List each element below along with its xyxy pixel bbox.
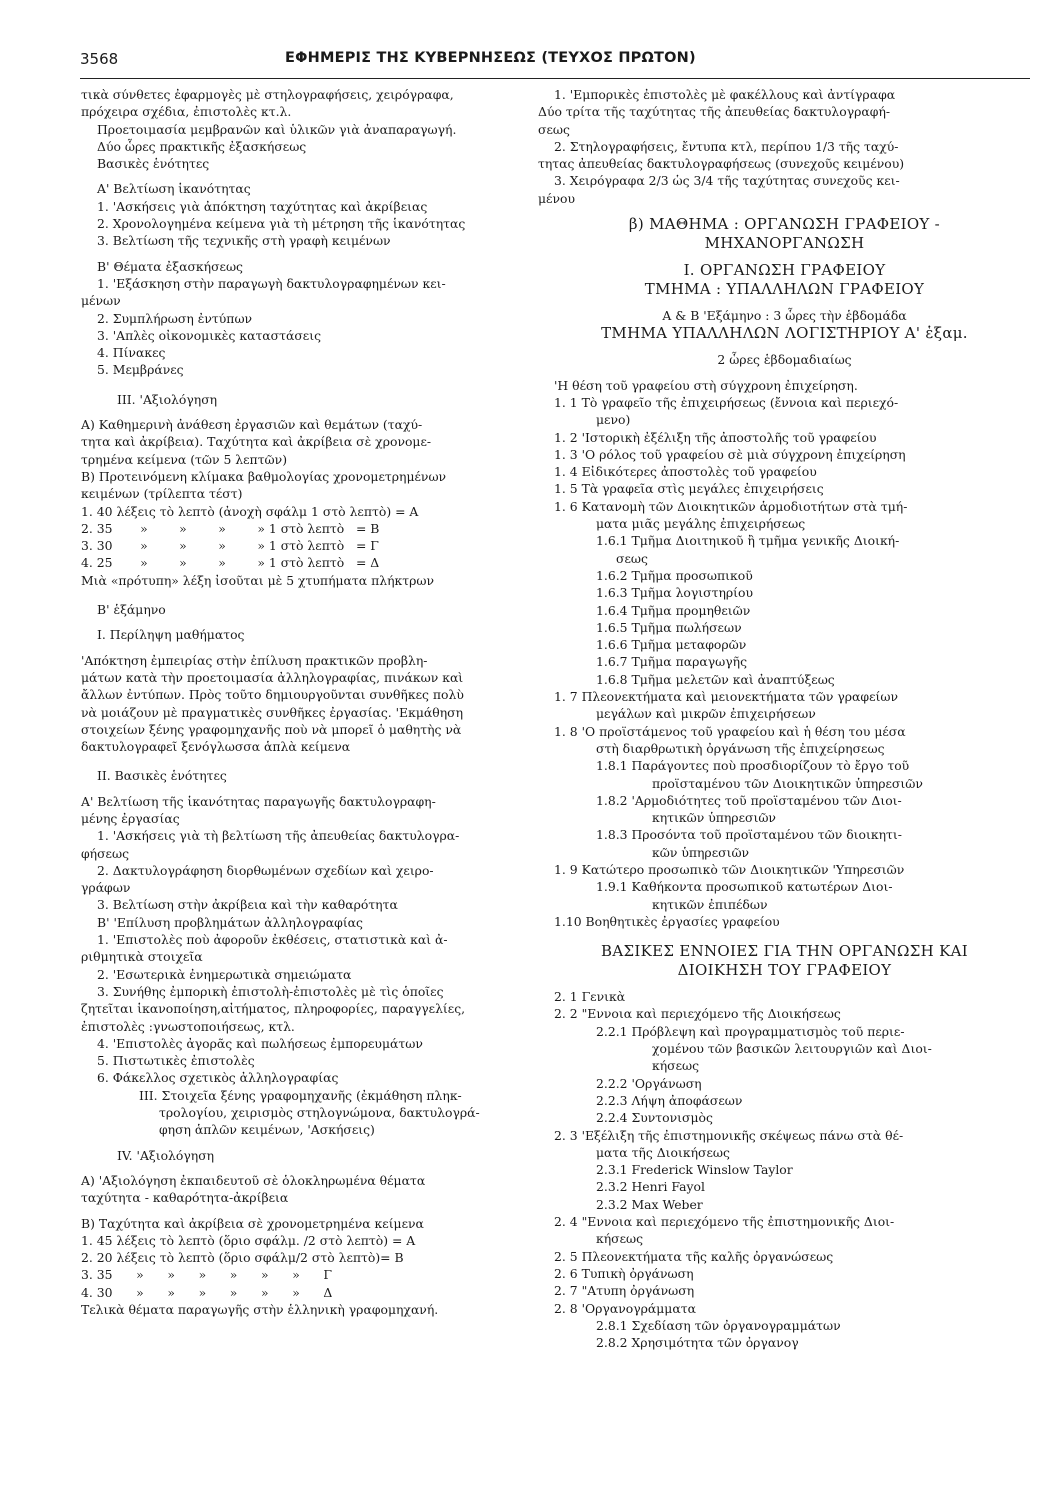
text-line: ζητεῖται ἱκανοποίηση,αἰτήματος, πληροφορίες, παραγγελίες, <box>81 1001 466 1017</box>
list-item: 1. 7 Πλεονεκτήματα καὶ μειονεκτήματα τῶν γραφείων <box>554 689 899 705</box>
list-item: 3. 'Απλὲς οἰκονομικὲς καταστάσεις <box>97 327 322 343</box>
text-line: ματα μιᾶς μεγάλης ἐπιχειρήσεως <box>596 516 806 532</box>
text-line: φήσεως <box>81 845 130 861</box>
section-heading: ΙΙΙ. 'Αξιολόγηση <box>117 391 218 407</box>
text-line: μάτων κατὰ τὴν προετοιμασία ἀλληλογραφίας, πινάκων καὶ <box>81 669 464 685</box>
text-line: Τελικὰ θέματα παραγωγῆς στὴν ἑλληνικὴ γραφομηχανή. <box>81 1302 439 1317</box>
text-line: μεγάλων καὶ μικρῶν ἐπιχειρήσεων <box>596 706 816 722</box>
text-line: Μιὰ «πρότυπη» λέξη ἰσοῦται μὲ 5 χτυπήματα πλήκτρων <box>81 572 435 588</box>
list-item: 2.8.2 Χρησιμότητα τῶν ὀργανογ <box>596 1335 799 1351</box>
list-item: 2.3.2 Henri Fayol <box>596 1179 705 1195</box>
list-item: 4. 'Επιστολὲς ἀγορᾶς καὶ πωλήσεως ἐμπορευμάτων <box>97 1035 423 1051</box>
text-line: Α) Καθημερινὴ ἀνάθεση ἐργασιῶν καὶ θεμάτων (ταχύ- <box>81 417 423 433</box>
list-item: 1.6.2 Τμῆμα προσωπικοῦ <box>596 567 753 583</box>
list-item: 3. Βελτίωση τῆς τεχνικῆς στὴ γραφὴ κειμένων <box>97 233 391 249</box>
course-heading: β) ΜΑΘΗΜΑ : ΟΡΓΑΝΩΣΗ ΓΡΑΦΕΙΟΥ - <box>628 215 941 234</box>
text-line: νὰ μοιάζουν μὲ πραγματικὲς συνθῆκες ἐργασίας. 'Εκμάθηση <box>81 704 464 720</box>
list-item: 2. 4 "Εννοια καὶ περιεχόμενο τῆς ἐπιστημονικῆς Διοι- <box>554 1214 895 1230</box>
list-item: 2.2.3 Λήψη ἀποφάσεων <box>596 1092 743 1108</box>
list-item: 1. 1 Τὸ γραφεῖο τῆς ἐπιχειρήσεως (ἔννοια καὶ περιεχό- <box>554 394 899 410</box>
section-heading: Α' Βελτίωση ἱκανότητας <box>97 181 251 197</box>
grade-row: 1. 45 λέξεις τὸ λεπτὸ (ὅριο σφάλμ. /2 στὸ λεπτὸ) = Α <box>81 1232 416 1248</box>
text-line: κήσεως <box>652 1058 700 1074</box>
text-line: ἐπιστολὲς :γνωστοποιήσεως, κτλ. <box>81 1018 295 1034</box>
right-column <box>538 86 1031 1351</box>
list-item: 1.6.5 Τμῆμα πωλήσεων <box>596 619 742 635</box>
text-line: 'Απόκτηση ἐμπειρίας στὴν ἐπίλυση πρακτικῶν προβλη- <box>81 652 428 668</box>
list-item: 4. Πίνακες <box>97 345 166 361</box>
list-item: 1.6.8 Τμῆμα μελετῶν καὶ ἀναπτύξεως <box>596 671 835 687</box>
list-item: 2. 'Εσωτερικὰ ἐνημερωτικὰ σημειώματα <box>97 966 352 982</box>
list-item: 1.10 Βοηθητικὲς ἐργασίες γραφείου <box>554 913 780 929</box>
text-line: σεως <box>538 121 570 137</box>
list-item: 1. 4 Εἰδικότερες ἀποστολὲς τοῦ γραφείου <box>554 464 817 480</box>
list-item: 6. Φάκελλος σχετικὸς ἀλληλογραφίας <box>97 1070 339 1086</box>
header-rule <box>80 78 1030 79</box>
text-line: γράφων <box>81 880 131 896</box>
text-line: τρολογίου, χειρισμὸς στηλογνώμονα, δακτυλογρά- <box>159 1105 480 1121</box>
grade-row: 3. 30 » » » » 1 στὸ λεπτὸ = Γ <box>81 538 379 554</box>
list-item: 1. 5 Τὰ γραφεῖα στὶς μεγάλες ἐπιχειρήσεις <box>554 481 824 497</box>
text-line: Α' Βελτίωση τῆς ἱκανότητας παραγωγῆς δακτυλογραφη- <box>81 793 436 809</box>
grade-row: 1. 40 λέξεις τὸ λεπτὸ (ἀνοχὴ σφάλμ 1 στὸ λεπτὸ) = Α <box>81 503 419 519</box>
list-item: 5. Πιστωτικὲς ἐπιστολὲς <box>97 1053 255 1069</box>
section-heading: ΒΑΣΙΚΕΣ ΕΝΝΟΙΕΣ ΓΙΑ ΤΗΝ ΟΡΓΑΝΩΣΗ ΚΑΙ <box>601 942 968 961</box>
section-heading: ΙΙ. Βασικὲς ἑνότητες <box>97 768 227 784</box>
list-item: 2.8.1 Σχεδίαση τῶν ὀργανογραμμάτων <box>596 1317 841 1333</box>
list-item: 2. Συμπλήρωση ἐντύπων <box>97 310 253 326</box>
schedule-line: 2 ὧρες ἑβδομαδιαίως <box>717 352 852 368</box>
text-line: μένων <box>81 293 121 309</box>
text-line: μένης ἐργασίας <box>81 810 180 826</box>
section-heading: ΙΙΙ. Στοιχεῖα ξένης γραφομηχανῆς (ἐκμάθηση πληκ- <box>139 1087 462 1103</box>
schedule-line: Α & Β 'Εξάμηνο : 3 ὧρες τὴν ἑβδομάδα <box>662 308 907 324</box>
list-item: 2.3.2 Max Weber <box>596 1196 703 1212</box>
list-item: 1.8.3 Προσόντα τοῦ προϊσταμένου τῶν διοικητι- <box>596 827 902 843</box>
grade-row: 3. 35 » » » » » » Γ <box>81 1267 333 1283</box>
list-item: 1. 9 Κατώτερο προσωπικὸ τῶν Διοικητικῶν 'Υπηρεσιῶν <box>554 861 905 877</box>
text-line: Δύο ὧρες πρακτικῆς ἐξασκήσεως <box>97 138 307 154</box>
grade-row: 2. 35 » » » » 1 στὸ λεπτὸ = Β <box>81 520 380 536</box>
list-item: 2.2.2 'Οργάνωση <box>596 1075 702 1091</box>
list-item: 1.8.1 Παράγοντες ποὺ προσδιορίζουν τὸ ἔργο τοῦ <box>596 758 910 774</box>
text-line: φηση ἁπλῶν κειμένων, 'Ασκήσεις) <box>159 1122 375 1138</box>
text-line: Β) Προτεινόμενη κλίμακα βαθμολογίας χρονομετρημένων <box>81 468 447 484</box>
text-line: Β) Ταχύτητα καὶ ἀκρίβεια σὲ χρονομετρημένα κείμενα <box>81 1215 424 1231</box>
list-item: 1. 6 Κατανομὴ τῶν Διοικητικῶν ἁρμοδιοτήτων στὰ τμή- <box>554 498 908 514</box>
text-line: κήσεως <box>596 1231 644 1247</box>
section-heading: ΔΙΟΙΚΗΣΗ ΤΟΥ ΓΡΑΦΕΙΟΥ <box>677 961 892 980</box>
section-heading: Β' 'Επίλυση προβλημάτων ἀλληλογραφίας <box>97 914 363 930</box>
text-line: κητικῶν ἐπιπέδων <box>652 896 768 912</box>
list-item: 1.8.2 'Αρμοδιότητες τοῦ προϊσταμένου τῶν Διοι- <box>596 792 902 808</box>
list-item: 2. 6 Τυπικὴ ὀργάνωση <box>554 1265 694 1281</box>
list-item: 5. Μεμβράνες <box>97 362 184 378</box>
text-line: τικὰ σύνθετες ἐφαρμογὲς μὲ στηλογραφήσεις, χειρόγραφα, <box>81 87 454 102</box>
text-line: σεως <box>616 550 648 566</box>
list-item: 1. 'Επιστολὲς ποὺ ἀφοροῦν ἐκθέσεις, στατιστικὰ καὶ ἀ- <box>97 932 448 948</box>
section-heading: Ι. Περίληψη μαθήματος <box>97 627 245 643</box>
list-item: 1. 8 'Ο προϊστάμενος τοῦ γραφείου καὶ ἡ θέση του μέσα <box>554 723 906 739</box>
section-heading: ΤΜΗΜΑ : ΥΠΑΛΛΗΛΩΝ ΓΡΑΦΕΙΟΥ <box>644 280 925 299</box>
text-line: ταχύτητα - καθαρότητα-ἀκρίβεια <box>81 1190 289 1206</box>
list-item: 2.2.1 Πρόβλεψη καὶ προγραμματισμὸς τοῦ περιε- <box>596 1023 905 1039</box>
text-line: 'Η θέση τοῦ γραφείου στὴ σύγχρονη ἐπιχείρηση. <box>554 377 858 393</box>
list-item: 1. 'Εμπορικὲς ἐπιστολὲς μὲ φακέλλους καὶ ἀντίγραφα <box>554 87 896 102</box>
list-item: 2. Στηλογραφήσεις, ἔντυπα κτλ, περίπου 1/3 τῆς ταχύ- <box>554 138 899 154</box>
list-item: 2. 8 'Οργανογράμματα <box>554 1300 696 1316</box>
list-item: 3. Χειρόγραφα 2/3 ὡς 3/4 τῆς ταχύτητας συνεχοῦς κει- <box>554 173 900 189</box>
grade-row: 2. 20 λέξεις τὸ λεπτὸ (ὅριο σφάλμ/2 στὸ λεπτὸ)= Β <box>81 1250 404 1266</box>
list-item: 2. 3 'Εξέλιξη τῆς ἐπιστημονικῆς σκέψεως πάνω στὰ θέ- <box>554 1127 904 1143</box>
left-column <box>81 86 529 1318</box>
grade-row: 4. 30 » » » » » » Δ <box>81 1284 333 1300</box>
text-line: Προετοιμασία μεμβρανῶν καὶ ὑλικῶν γιὰ ἀναπαραγωγή. <box>97 121 457 137</box>
page-number: 3568 <box>80 50 119 68</box>
gazette-title: ΕΦΗΜΕΡΙΣ ΤΗΣ ΚΥΒΕΡΝΗΣΕΩΣ (ΤΕΥΧΟΣ ΠΡΩΤΟΝ) <box>285 50 696 66</box>
text-line: δακτυλογραφεῖ ξενόγλωσσα ἁπλὰ κείμενα <box>81 739 351 755</box>
list-item: 2. Δακτυλογράφηση διορθωμένων σχεδίων καὶ χειρο- <box>97 862 434 878</box>
text-line: στοιχείων ξένης γραφομηχανῆς ποὺ νὰ μπορεῖ ὁ μαθητὴς νὰ <box>81 721 462 737</box>
text-line: τητας ἀπευθείας δακτυλογραφήσεως (συνεχοῦς κειμένου) <box>538 156 905 172</box>
text-line: στὴ διαρθρωτικὴ ὀργάνωση τῆς ἐπιχείρησεως <box>596 740 885 756</box>
section-heading: Β' Θέματα ἐξασκήσεως <box>97 258 243 274</box>
list-item: 2.3.1 Frederick Winslow Taylor <box>596 1162 793 1178</box>
text-line: ἄλλων ἐντύπων. Πρὸς τοῦτο δημιουργοῦνται συνθῆκες πολὺ <box>81 687 464 703</box>
list-item: 1. 2 'Ιστορικὴ ἐξέλιξη τῆς ἀποστολῆς τοῦ γραφείου <box>554 429 877 445</box>
text-line: χομένου τῶν βασικῶν λειτουργιῶν καὶ Διοι- <box>652 1041 932 1057</box>
list-item: 1.6.6 Τμῆμα μεταφορῶν <box>596 637 747 653</box>
list-item: 2.2.4 Συντονισμὸς <box>596 1110 713 1126</box>
grade-row: 4. 25 » » » » 1 στὸ λεπτὸ = Δ <box>81 555 380 571</box>
list-item: 2. 2 "Εννοια καὶ περιεχόμενο τῆς Διοικήσεως <box>554 1006 841 1022</box>
list-item: 2. 5 Πλεονεκτήματα τῆς καλῆς ὀργανώσεως <box>554 1248 834 1264</box>
list-item: 1.9.1 Καθήκοντα προσωπικοῦ κατωτέρων Διοι- <box>596 879 893 895</box>
list-item: 1. 'Ασκήσεις γιὰ τὴ βελτίωση τῆς ἀπευθείας δακτυλογρα- <box>97 828 460 844</box>
text-line: Δύο τρίτα τῆς ταχύτητας τῆς ἀπευθείας δακτυλογραφή- <box>538 104 891 120</box>
text-line: ριθμητικὰ στοιχεῖα <box>81 949 203 965</box>
section-heading: Ι. ΟΡΓΑΝΩΣΗ ΓΡΑΦΕΙΟΥ <box>683 261 886 280</box>
list-item: 1. 'Εξάσκηση στὴν παραγωγὴ δακτυλογραφημένων κει- <box>97 275 446 291</box>
list-item: 1. 3 'Ο ρόλος τοῦ γραφείου σὲ μιὰ σύγχρονη ἐπιχείρηση <box>554 446 906 462</box>
list-item: 1.6.3 Τμῆμα λογιστηρίου <box>596 585 754 601</box>
running-header <box>80 44 1030 78</box>
text-line: προϊσταμένου τῶν Διοικητικῶν ὑπηρεσιῶν <box>652 775 923 791</box>
text-line: Α) 'Αξιολόγηση ἐκπαιδευτοῦ σὲ ὁλοκληρωμένα θέματα <box>81 1172 426 1188</box>
text-line: κειμένων (τρίλεπτα τέστ) <box>81 486 243 502</box>
list-item: 1.6.4 Τμῆμα προμηθειῶν <box>596 602 751 618</box>
text-line: κητικῶν ὑπηρεσιῶν <box>652 810 776 826</box>
section-heading: ΙV. 'Αξιολόγηση <box>117 1147 215 1163</box>
list-item: 2. 7 "Ατυπη ὀργάνωση <box>554 1283 695 1299</box>
list-item: 1.6.1 Τμῆμα Διοιτηικοῦ ἢ τμῆμα γενικῆς Διοική- <box>596 533 900 549</box>
text-line: ματα τῆς Διοικήσεως <box>596 1144 730 1160</box>
course-heading: ΜΗΧΑΝΟΡΓΑΝΩΣΗ <box>704 234 865 253</box>
text-line: τητα καὶ ἀκρίβεια). Ταχύτητα καὶ ἀκρίβεια σὲ χρονομε- <box>81 434 432 450</box>
list-item: 2. 1 Γενικὰ <box>554 989 626 1005</box>
list-item: 1.6.7 Τμῆμα παραγωγῆς <box>596 654 748 670</box>
section-heading: Β' ἑξάμηνο <box>97 602 166 618</box>
text-line: μενο) <box>596 412 631 428</box>
text-line: Βασικὲς ἑνότητες <box>97 156 210 172</box>
text-line: πρόχειρα σχέδια, ἐπιστολὲς κτ.λ. <box>81 104 292 120</box>
text-line: τρημένα κείμενα (τῶν 5 λεπτῶν) <box>81 451 288 467</box>
section-heading: ΤΜΗΜΑ ΥΠΑΛΛΗΛΩΝ ΛΟΓΙΣΤΗΡΙΟΥ Α' ἑξαμ. <box>601 324 968 343</box>
list-item: 1. 'Ασκήσεις γιὰ ἀπόκτηση ταχύτητας καὶ ἀκρίβειας <box>97 198 428 214</box>
text-line: κῶν ὑπηρεσιῶν <box>652 844 750 860</box>
list-item: 3. Βελτίωση στὴν ἀκρίβεια καὶ τὴν καθαρότητα <box>97 897 398 913</box>
list-item: 3. Συνήθης ἐμπορικὴ ἐπιστολὴ-ἐπιστολὲς μὲ τὶς ὁποῖες <box>97 983 444 999</box>
list-item: 2. Χρονολογημένα κείμενα γιὰ τὴ μέτρηση τῆς ἱκανότητας <box>97 216 466 232</box>
text-line: μένου <box>538 190 575 206</box>
